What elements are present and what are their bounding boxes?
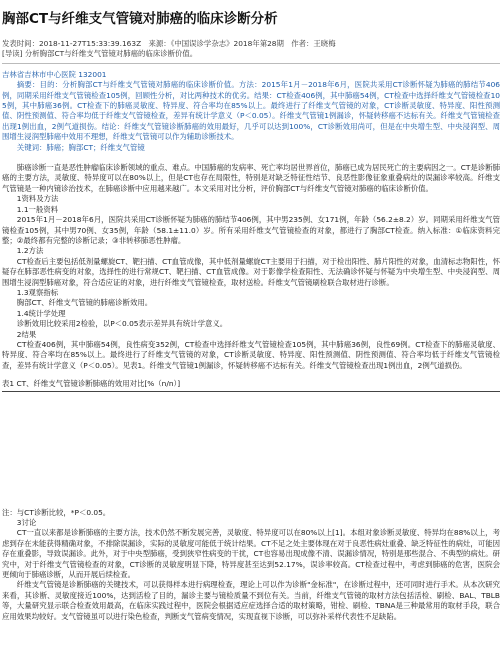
table-area [2, 391, 500, 507]
observation-paragraph: 胸部CT、纤维支气管镜的肺癌诊断效用。 [16, 298, 153, 308]
discussion-paragraph-2: 纤维支气管镜是诊断肺癌的关键技术，可以获得样本进行病理检查，理论上可以作为诊断"金标准"，在诊断过程中，还可同时进行手术。从本次研究来看，其诊断、灵敏度接近100%，达到活检了目的，漏诊主要与镜检质量不到位有关。当前，纤维支气管镜的取材方法包括活检、刷检、BAL、TBLB等，大量研究显示联合检查效用最高，在临床实践过程中，医院会根据适应症选择合适的取材策略，钳检、刷检、TBNA是三种最常用的取材手段，联合应用效果均较好。支气管镜虽可以进行染色检查，判断支气管病变情况，实现直视下诊断，可以弥补采样代表性不足缺陷。 [2, 580, 500, 621]
abstract-paragraph: 摘要：目的：分析胸部CT与纤维支气管镜对肺癌的临床诊断价值。方法：2015年1月－2018年6月，医院共采用CT诊断怀疑为肺癌的肺结节406例，同期采用纤维支气管镜检查105例，回顾性分析，对比两种技术的优劣。结果：CT检查406例，其中肺癌54例，CT检查中选择纤维支气管镜检查105例，其中肺癌36例。CT检查下的肺癌灵敏度、特异度、符合率均在85%以上。最终进行了纤维支气管镜的对象，CT诊断灵敏度、特异度、阳性预测值、阴性预测值、符合率均低于纤维支气管镜检查，差异有统计学意义（P＜0.05）。纤维支气管镜1例漏诊，怀疑转移癌不达标有关。纤维支气管镜检查出现1例出血，2例气道损伤。结论：纤维支气管镜诊断肺癌的效用最好，几乎可以达到100%，CT诊断效用尚可，但是在中央增生型、中央浸润型、周围增生浸润型肺癌中效用不理想，纤维支气管镜可以作为辅助诊断技术。 [2, 80, 500, 142]
spacer [2, 153, 500, 163]
section-heading-1: 1资料及方法 [16, 194, 59, 204]
general-data-paragraph: 2015年1月－2018年6月，医院共采用CT诊断怀疑为肺癌的肺结节406例，其中男235例、女171例，年龄（56.2±8.2）岁。同期采用纤维支气管镜检查105例，其中男70例、女35例，年龄（58.1±11.0）岁。所有采用纤维支气管镜检查的对象，都进行了胸部CT检查。纳入标准：①临床资料完整；②最终都有完整的诊断记录；③非转移肺恶性肿瘤。 [2, 215, 500, 245]
section-heading-2: 2结果 [16, 329, 37, 339]
discussion-paragraph-1: CT一直以来都是诊断肺癌的主要方法，技术仍然不断发展完善，灵敏度、特异度可以在80%以上[1]。本组对象诊断灵敏度、特异均在88%以上，考虑到存在未能获得精确对象，不排除误漏诊，实际的灵敏度可能低于统计结果。CT不足之处主要体现在对于良恶性病灶重叠、缺乏特征性的病灶，可能因存在重叠影，导致误漏诊。此外，对于中央型肺癌，受到狭窄性病变的干扰，CT也容易出现成像不清、误漏诊情况，特别是那些混合、不典型的病灶。研究中，对于纤维支气管镜检查的对象，CT诊断的灵敏度明显下降，特异度甚至达到52.17%，误诊率较高。CT检查过程中，考虑到肺癌的危害，医院会更倾向于肺癌诊断，从而开展后续检查。 [2, 528, 500, 580]
section-heading-1-2: 1.2方法 [16, 246, 44, 256]
section-heading-1-4: 1.4统计学处理 [16, 308, 66, 318]
table-title: 表1 CT、纤维支气管镜诊断肺癌的效用对比[%（n/n）] [2, 379, 181, 389]
section-heading-1-1: 1.1一般资料 [16, 204, 59, 214]
article-title: 胸部CT与纤维支气管镜对肺癌的临床诊断分析 [2, 11, 278, 27]
section-heading-3: 3讨论 [16, 518, 37, 527]
keywords: 关键词：肺癌；胸部CT；纤维支气管镜 [16, 142, 145, 152]
results-paragraph: CT检查406例，其中肺癌54例，良性病变352例，CT检查中选择纤维支气管镜检查105例，其中肺癌36例，良性69例。CT检查下的肺癌灵敏度、特异度、符合率均在85%以上。最终进行了纤维支气管镜的对象，CT诊断灵敏度、特异度、阳性预测值、阴性预测值、符合率均低于纤维支气管镜检查，差异有统计学意义（P＜0.05）。见表1。纤维支气管镜1例漏诊，怀疑转移癌不达标有关。纤维支气管镜检查出现1例出血，2例气道损伤。 [2, 339, 501, 370]
statistics-paragraph: 诊断效用比较采用2检验，以P＜0.05表示差异具有统计学意义。 [16, 319, 228, 329]
intro-paragraph: 肺癌诊断一直是恶性肿瘤临床诊断领域的重点、难点。中国肺癌的发病率、死亡率均居世界首位，肺癌已成为居民死亡的主要病因之一。CT是诊断肺癌的主要方法，灵敏度、特异度可以在80%以上，但是CT也存在局限性，特别是对缺乏特征性结节、良恶性影像征象重叠病灶的误漏诊率较高。纤维支气管镜是一种内镜诊治技术，在肺癌诊断中应用越来越广。本文采用对比分析，评价胸部CT与纤维支气管镜对肺癌的临床诊断价值。 [2, 163, 500, 193]
header-divider [2, 63, 500, 64]
article-guide: [导读] 分析胸部CT与纤维支气管镜对肺癌的临床诊断价值。 [2, 49, 198, 59]
article-author: 作者：王晓梅 [291, 39, 336, 48]
article-source: 来源：《中国误诊学杂志》2018年第28期 [148, 39, 284, 48]
publish-date: 发表时间：2018-11-27T15:33:39.163Z [2, 39, 142, 48]
author-affiliation: 吉林省吉林市中心医院 132001 [2, 69, 107, 79]
table-note: 注：与CT诊断比较，*P＜0.05。 [2, 507, 111, 517]
article-meta [2, 39, 500, 49]
methods-paragraph: CT检查后主要包括低剂量螺旋CT、靶扫描、CT血管成像，其中低剂量螺旋CT主要用于扫描，对于检出阳性、肺片阳性的对象，血清标志物阳性，怀疑存在肺部恶性病变的对象，选择性的进行常规CT、靶扫描、CT血管成像。对于影像学检查阳性、无法确诊怀疑与怀疑为中央增生型、中央浸润型、周围增生浸润型肺癌对象，符合适应证的对象，进行纤维支气管镜检查，取材送检。纤维支气管镜刷检联合取材进行诊断。 [2, 256, 500, 287]
section-heading-1-3: 1.3观察指标 [16, 287, 59, 297]
